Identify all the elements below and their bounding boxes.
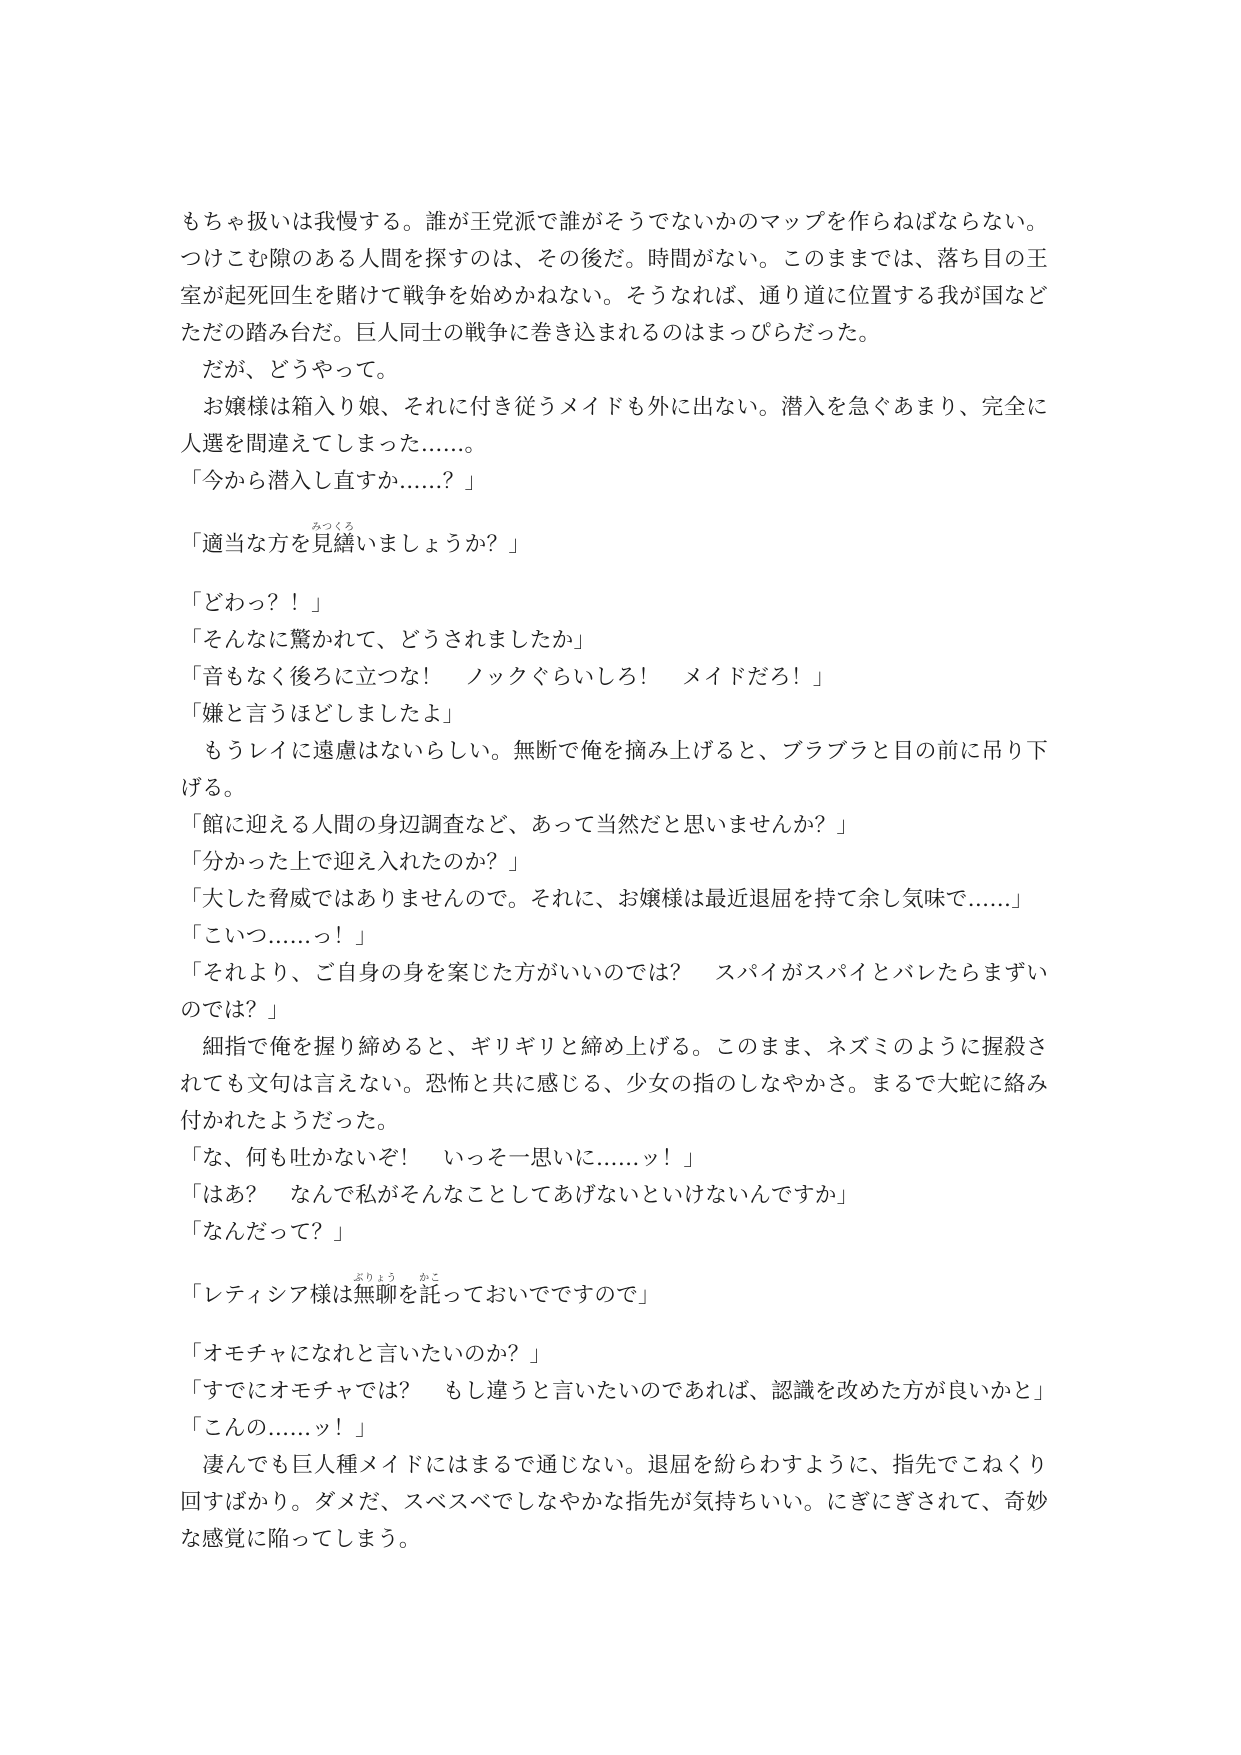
dialogue-line: 「音もなく後ろに立つな！ ノックぐらいしろ！ メイドだろ！」 [180, 665, 835, 690]
dialogue-line: 「オモチャになれと言いたいのか？」 [180, 1342, 552, 1367]
dialogue-line: 「分かった上で迎え入れたのか？」 [180, 850, 531, 875]
ruby-annotation [353, 1273, 398, 1308]
dialogue-line-with-ruby [180, 522, 1048, 563]
dialogue-line: 「嫌と言うほどしましたよ」 [180, 702, 465, 727]
ruby-reading: かこ [419, 1273, 442, 1284]
dialogue-line-with-ruby [180, 1273, 1048, 1314]
ruby-base: 託 [419, 1283, 442, 1308]
dialogue-line: 「それより、ご自身の身を案じた方がいいのでは？ スパイがスパイとバレたらまずいのでは？」 [180, 961, 1048, 1023]
dialogue-line: 「なんだって？」 [180, 1220, 356, 1245]
narration-paragraph: お嬢様は箱入り娘、それに付き従うメイドも外に出ない。潜入を急ぐあまり、完全に人選を間違えてしまった……。 [180, 395, 1048, 457]
text-segment: を [397, 1283, 420, 1308]
ruby-annotation [311, 522, 356, 557]
narration-paragraph: 細指で俺を握り締めると、ギリギリと締め上げる。このまま、ネズミのように握殺されても文句は言えない。恐怖と共に感じる、少女の指のしなやかさ。まるで大蛇に絡み付かれたようだった。 [180, 1035, 1048, 1134]
dialogue-line: 「こいつ……っ！」 [180, 924, 377, 949]
narration-paragraph: 凄んでも巨人種メイドにはまるで通じない。退屈を紛らわすように、指先でこねくり回すばかり。ダメだ、スベスベでしなやかな指先が気持ちいい。にぎにぎされて、奇妙な感覚に陥ってしまう。 [180, 1453, 1048, 1552]
ruby-reading: みつくろ [311, 522, 356, 533]
dialogue-line: 「すでにオモチャでは？ もし違うと言いたいのであれば、認識を改めた方が良いかと」 [180, 1379, 1056, 1404]
ruby-base: 見繕 [311, 532, 356, 557]
dialogue-line: 「な、何も吐かないぞ！ いっそ一思いに……ッ！」 [180, 1146, 706, 1171]
text-segment: 「適当な方を [180, 532, 312, 557]
narration-paragraph: もうレイに遠慮はないらしい。無断で俺を摘み上げると、ブラブラと目の前に吊り下げる。 [180, 739, 1048, 801]
ruby-base: 無聊 [353, 1283, 398, 1308]
document-page [180, 204, 1056, 1558]
dialogue-line: 「館に迎える人間の身辺調査など、あって当然だと思いませんか？」 [180, 813, 859, 838]
ruby-reading: ぶりょう [353, 1273, 398, 1284]
text-segment: 「レティシア様は [180, 1283, 354, 1308]
ruby-annotation [419, 1273, 442, 1308]
text-segment: っておいでですので」 [441, 1283, 660, 1308]
dialogue-line: 「そんなに驚かれて、どうされましたか」 [180, 628, 596, 653]
narration-paragraph: だが、どうやって。 [180, 358, 399, 383]
narration-paragraph: もちゃ扱いは我慢する。誰が王党派で誰がそうでないかのマップを作らねばならない。つけこむ隙のある人間を探すのは、その後だ。時間がない。このままでは、落ち目の王室が起死回生を賭けて戦争を始めかねない。そうなれば、通り道に位置する我が国などただの踏み台だ。巨人同士の戦争に巻き込まれるのはまっぴらだった。 [180, 210, 1048, 346]
dialogue-line: 「はあ？ なんで私がそんなことしてあげないといけないんですか」 [180, 1183, 859, 1208]
text-segment: いましょうか？」 [355, 532, 531, 557]
dialogue-line: 「今から潜入し直すか……？」 [180, 469, 487, 494]
dialogue-line: 「どわっ？！」 [180, 591, 333, 616]
dialogue-line: 「大した脅威ではありませんので。それに、お嬢様は最近退屈を持て余し気味で……」 [180, 887, 1034, 912]
dialogue-line: 「こんの……ッ！」 [180, 1416, 377, 1441]
